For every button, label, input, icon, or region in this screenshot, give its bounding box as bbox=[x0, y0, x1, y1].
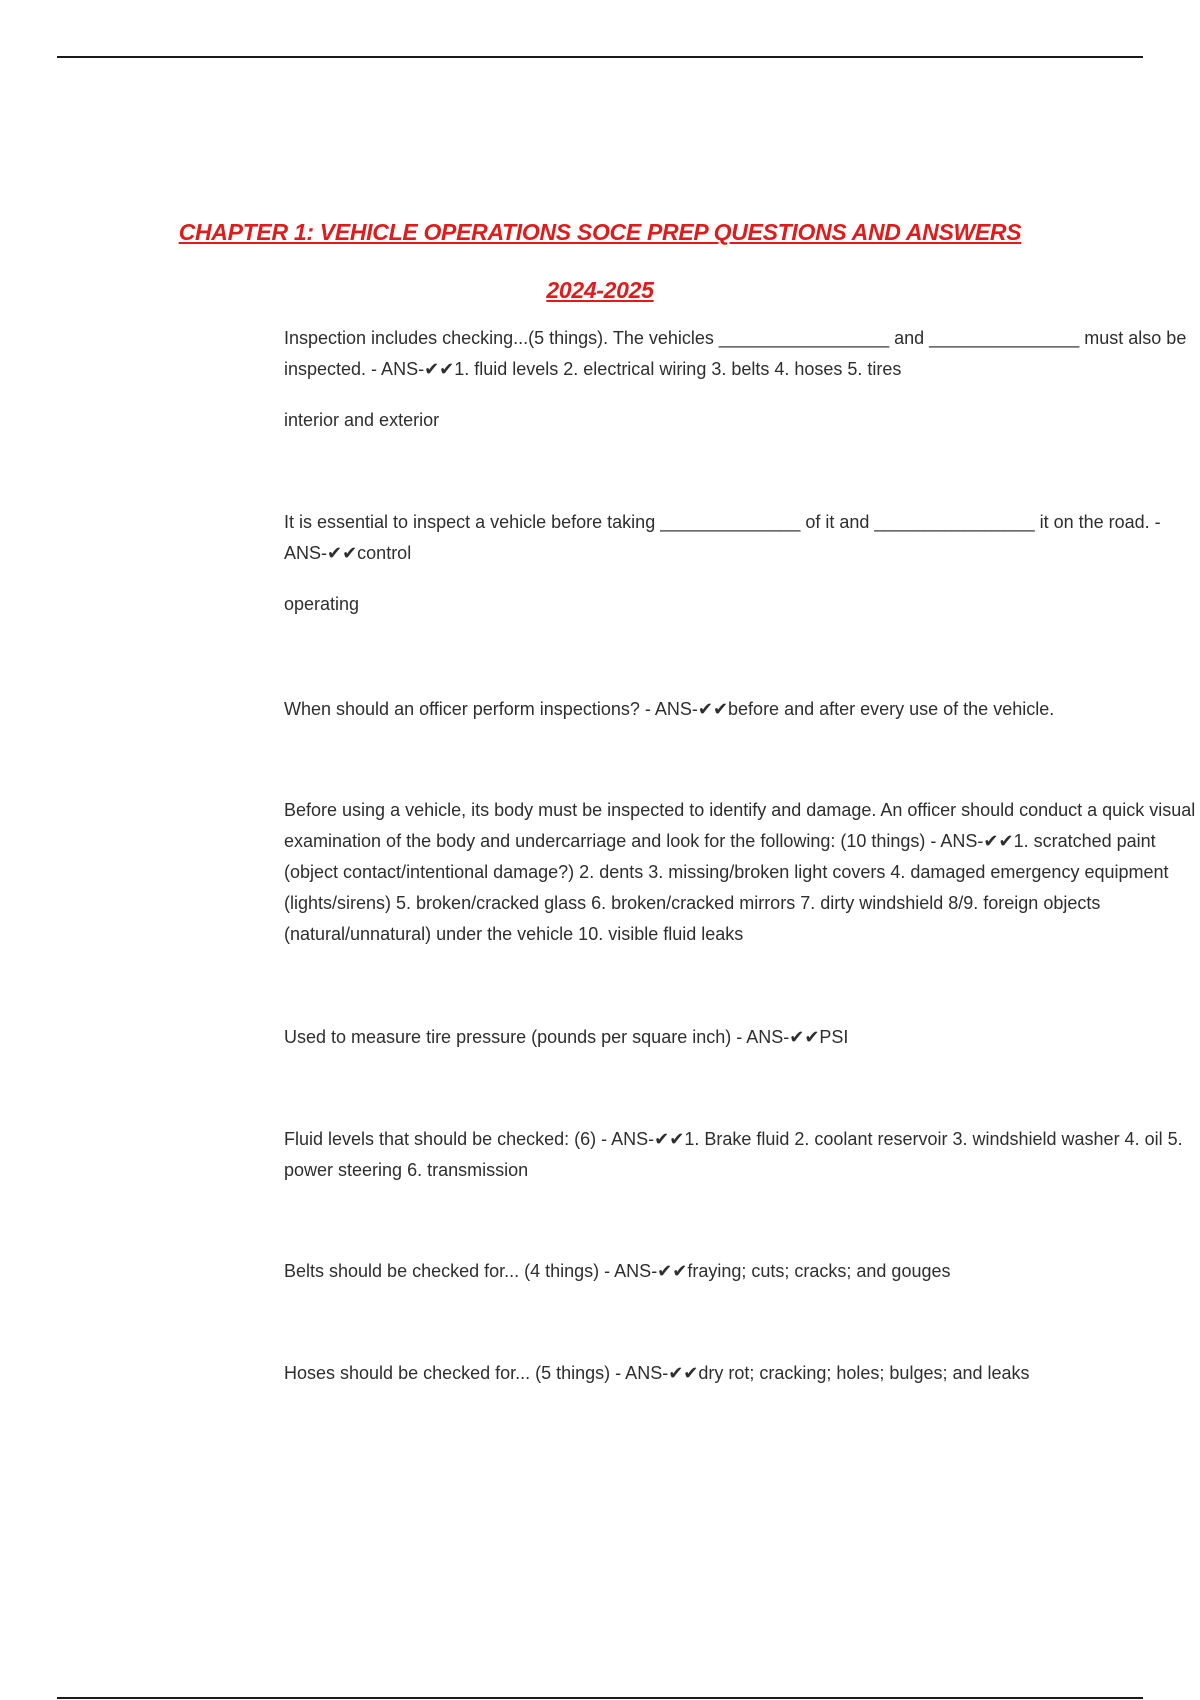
qa-question: Belts should be checked for... (4 things) - ANS-✔✔fraying; cuts; cracks; and gouges bbox=[284, 1261, 951, 1281]
qa-question: Hoses should be checked for... (5 things) - ANS-✔✔dry rot; cracking; holes; bulges; and leaks bbox=[284, 1363, 1030, 1383]
qa-extra-answer: interior and exterior bbox=[284, 410, 440, 430]
qa-item bbox=[284, 323, 1200, 436]
qa-question: Fluid levels that should be checked: (6) - ANS-✔✔1. Brake fluid 2. coolant reservoir 3. windshield washer 4. oil 5. power steering 6. transmission bbox=[284, 1129, 1183, 1180]
qa-extra-answer: operating bbox=[284, 594, 360, 614]
qa-item bbox=[284, 694, 1200, 725]
qa-item bbox=[284, 1358, 1200, 1389]
qa-question: Inspection includes checking...(5 things). The vehicles _________________ and _______________ must also be inspected. - ANS-✔✔1. fluid levels 2. electrical wiring 3. belts 4. hoses 5. tires bbox=[284, 328, 1187, 379]
document-subtitle-year: 2024-2025 bbox=[546, 277, 654, 303]
top-rule bbox=[57, 56, 1143, 58]
qa-item bbox=[284, 795, 1200, 950]
qa-question: Before using a vehicle, its body must be inspected to identify and damage. An officer should conduct a quick visual examination of the body and undercarriage and look for the following: (10 things) - ANS-✔✔1. scratched paint (object contact/intentional damage?) 2. dents 3. missing/broken light covers 4. damaged emergency equipment (lights/sirens) 5. broken/cracked glass 6. broken/cracked mirrors 7. dirty windshield 8/9. foreign objects (natural/unnatural) under the vehicle 10. visible fluid leaks bbox=[284, 800, 1196, 944]
document-title: CHAPTER 1: VEHICLE OPERATIONS SOCE PREP QUESTIONS AND ANSWERS bbox=[178, 219, 1022, 245]
qa-item bbox=[284, 507, 1200, 620]
qa-item bbox=[284, 1022, 1200, 1053]
qa-question: It is essential to inspect a vehicle before taking ______________ of it and ________________ it on the road. - ANS-✔✔control bbox=[284, 512, 1161, 563]
qa-item bbox=[284, 1124, 1200, 1186]
qa-question: Used to measure tire pressure (pounds per square inch) - ANS-✔✔PSI bbox=[284, 1027, 849, 1047]
qa-question: When should an officer perform inspections? - ANS-✔✔before and after every use of the vehicle. bbox=[284, 699, 1055, 719]
qa-item bbox=[284, 1256, 1200, 1287]
bottom-rule bbox=[57, 1697, 1143, 1699]
